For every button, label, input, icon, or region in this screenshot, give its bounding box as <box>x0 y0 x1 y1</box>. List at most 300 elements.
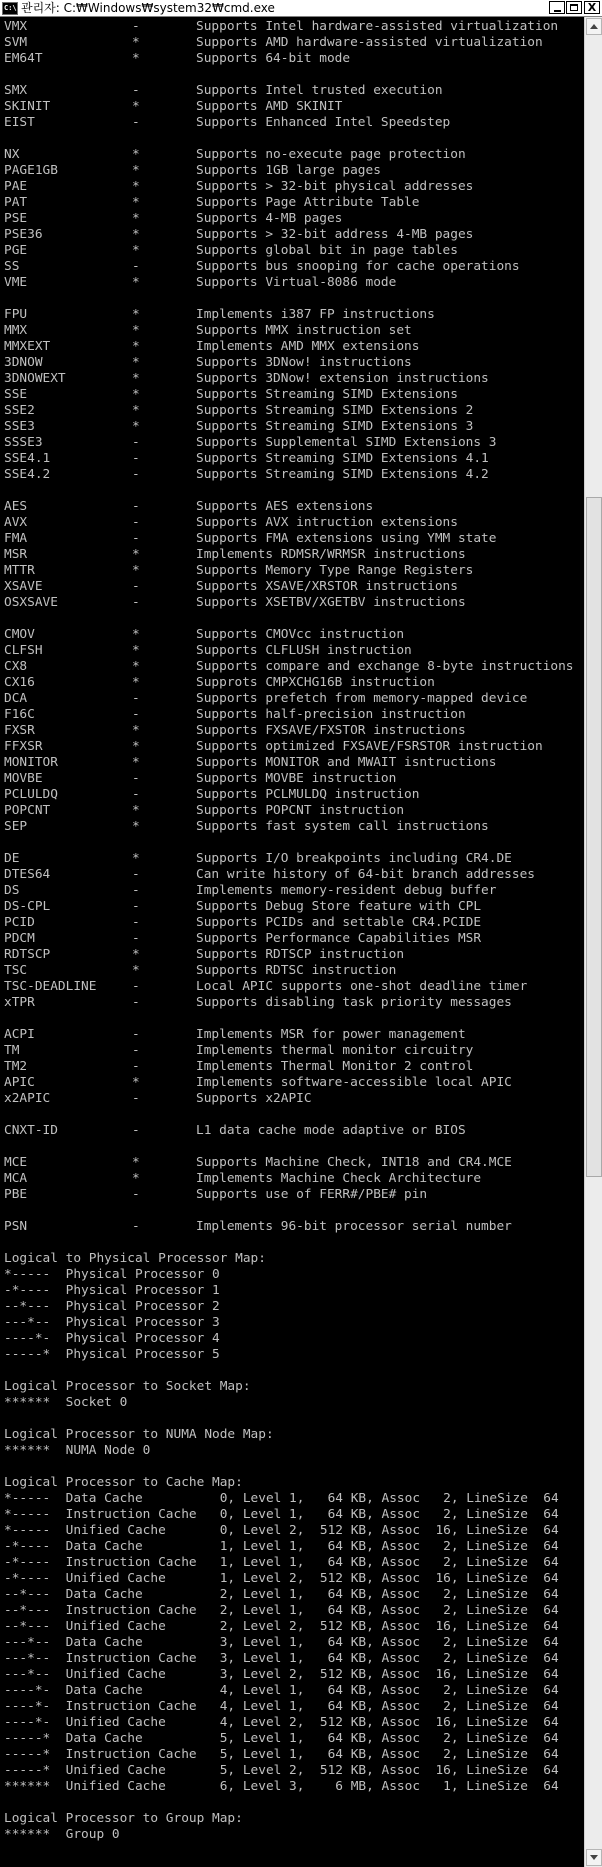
feature-description: Supports Debug Store feature with CPL <box>196 899 482 914</box>
console-line <box>4 1731 584 1747</box>
feature-row <box>4 195 584 211</box>
feature-row <box>4 675 584 691</box>
feature-row <box>4 83 584 99</box>
console-line-text: -----* Physical Processor 5 <box>4 1347 220 1362</box>
feature-flag: - <box>132 867 140 882</box>
feature-description: Supports FMA extensions using YMM state <box>196 531 497 546</box>
console-line-text: -*---- Physical Processor 1 <box>4 1283 220 1298</box>
console-line <box>4 1475 584 1491</box>
feature-row <box>4 563 584 579</box>
feature-row <box>4 867 584 883</box>
console-output[interactable] <box>4 19 584 1864</box>
feature-row <box>4 787 584 803</box>
console-line-text: ---*-- Unified Cache 3, Level 2, 512 KB, Assoc 16, LineSize 64 <box>4 1667 559 1682</box>
feature-row <box>4 723 584 739</box>
cmd-app-icon[interactable] <box>2 2 18 15</box>
feature-row <box>4 659 584 675</box>
feature-name: POPCNT <box>4 803 51 818</box>
console-line <box>4 1779 584 1795</box>
feature-row <box>4 515 584 531</box>
feature-name: MCA <box>4 1171 28 1186</box>
feature-name: SEP <box>4 819 28 834</box>
console-line-text: ****** Group 0 <box>4 1827 120 1842</box>
feature-description: Supports global bit in page tables <box>196 243 458 258</box>
feature-row <box>4 1187 584 1203</box>
feature-flag: - <box>132 259 140 274</box>
feature-name: TM2 <box>4 1059 28 1074</box>
feature-name: MMXEXT <box>4 339 51 354</box>
console-line-text: *----- Data Cache 0, Level 1, 64 KB, Assoc 2, LineSize 64 <box>4 1491 559 1506</box>
feature-description: Supports MMX instruction set <box>196 323 412 338</box>
console-line <box>4 1379 584 1395</box>
feature-description: Supprots CMPXCHG16B instruction <box>196 675 435 690</box>
console-line <box>4 1603 584 1619</box>
feature-row <box>4 819 584 835</box>
feature-row <box>4 915 584 931</box>
feature-description: Implements MSR for power management <box>196 1027 466 1042</box>
feature-row <box>4 947 584 963</box>
feature-name: FFXSR <box>4 739 43 754</box>
feature-description: Supports RDTSCP instruction <box>196 947 405 962</box>
feature-description: Supports Streaming SIMD Extensions 4.1 <box>196 451 489 466</box>
feature-description: Implements 96-bit processor serial number <box>196 1219 512 1234</box>
minimize-button[interactable] <box>549 1 565 14</box>
feature-name: PGE <box>4 243 28 258</box>
console-line <box>4 1619 584 1635</box>
feature-row <box>4 547 584 563</box>
feature-row <box>4 1059 584 1075</box>
feature-row <box>4 387 584 403</box>
feature-name: PDCM <box>4 931 35 946</box>
feature-description: Supports Streaming SIMD Extensions <box>196 387 458 402</box>
feature-name: PSN <box>4 1219 28 1234</box>
feature-flag: - <box>132 1059 140 1074</box>
feature-flag: * <box>132 211 140 226</box>
feature-description: Can write history of 64-bit branch addresses <box>196 867 535 882</box>
feature-flag: - <box>132 915 140 930</box>
feature-description: Supports half-precision instruction <box>196 707 466 722</box>
feature-row <box>4 323 584 339</box>
feature-description: Supports PCLMULDQ instruction <box>196 787 420 802</box>
feature-name: DS <box>4 883 20 898</box>
feature-description: Supports 64-bit mode <box>196 51 351 66</box>
blank-line <box>4 1107 584 1123</box>
feature-row <box>4 1091 584 1107</box>
feature-flag: * <box>132 1171 140 1186</box>
feature-flag: * <box>132 819 140 834</box>
feature-row <box>4 115 584 131</box>
feature-name: DS-CPL <box>4 899 51 914</box>
feature-description: Supports POPCNT instruction <box>196 803 405 818</box>
minimize-icon <box>554 10 561 12</box>
feature-flag: - <box>132 83 140 98</box>
console-line <box>4 1651 584 1667</box>
console-line <box>4 1667 584 1683</box>
feature-flag: * <box>132 323 140 338</box>
feature-flag: * <box>132 547 140 562</box>
blank-line <box>4 1411 584 1427</box>
console-line <box>4 1587 584 1603</box>
feature-name: APIC <box>4 1075 35 1090</box>
feature-name: MMX <box>4 323 28 338</box>
console-line <box>4 1747 584 1763</box>
blank-line <box>4 483 584 499</box>
feature-row <box>4 691 584 707</box>
feature-row <box>4 1155 584 1171</box>
arrow-down-icon <box>590 1855 598 1860</box>
feature-description: Supports CLFLUSH instruction <box>196 643 412 658</box>
feature-name: EIST <box>4 115 35 130</box>
console-line-text: -*---- Unified Cache 1, Level 2, 512 KB, Assoc 16, LineSize 64 <box>4 1571 559 1586</box>
blank-line <box>4 835 584 851</box>
feature-name: SSE4.2 <box>4 467 51 482</box>
feature-flag: * <box>132 563 140 578</box>
feature-flag: - <box>132 19 140 34</box>
feature-flag: * <box>132 723 140 738</box>
feature-flag: - <box>132 115 140 130</box>
feature-name: FXSR <box>4 723 35 738</box>
feature-description: Supports Intel trusted execution <box>196 83 443 98</box>
feature-description: Implements i387 FP instructions <box>196 307 435 322</box>
feature-description: Supports FXSAVE/FXSTOR instructions <box>196 723 466 738</box>
feature-row <box>4 355 584 371</box>
feature-description: Supports XSETBV/XGETBV instructions <box>196 595 466 610</box>
blank-line <box>4 1011 584 1027</box>
console-line <box>4 1571 584 1587</box>
feature-name: MCE <box>4 1155 28 1170</box>
console-line-text: ----*- Unified Cache 4, Level 2, 512 KB, Assoc 16, LineSize 64 <box>4 1715 559 1730</box>
console-line-text: *----- Unified Cache 0, Level 2, 512 KB, Assoc 16, LineSize 64 <box>4 1523 559 1538</box>
feature-flag: - <box>132 531 140 546</box>
console-line-text: Logical Processor to Cache Map: <box>4 1475 243 1490</box>
feature-name: F16C <box>4 707 35 722</box>
console-line <box>4 1315 584 1331</box>
feature-flag: * <box>132 355 140 370</box>
feature-row <box>4 419 584 435</box>
feature-flag: * <box>132 307 140 322</box>
feature-flag: - <box>132 1043 140 1058</box>
feature-flag: - <box>132 1091 140 1106</box>
feature-flag: - <box>132 691 140 706</box>
console-lines <box>4 19 584 1843</box>
console-line <box>4 1635 584 1651</box>
feature-description: Supports no-execute page protection <box>196 147 466 162</box>
feature-flag: - <box>132 771 140 786</box>
console-line <box>4 1539 584 1555</box>
feature-description: Supports Supplemental SIMD Extensions 3 <box>196 435 497 450</box>
feature-name: MTTR <box>4 563 35 578</box>
feature-name: TSC <box>4 963 28 978</box>
feature-description: Supports RDTSC instruction <box>196 963 397 978</box>
feature-flag: * <box>132 803 140 818</box>
feature-row <box>4 755 584 771</box>
feature-name: PAT <box>4 195 28 210</box>
feature-row <box>4 403 584 419</box>
feature-description: Supports Streaming SIMD Extensions 4.2 <box>196 467 489 482</box>
feature-flag: * <box>132 51 140 66</box>
feature-description: Local APIC supports one-shot deadline timer <box>196 979 528 994</box>
feature-description: Supports Intel hardware-assisted virtualization <box>196 19 559 34</box>
feature-name: CMOV <box>4 627 35 642</box>
console-line <box>4 1331 584 1347</box>
feature-row <box>4 227 584 243</box>
feature-row <box>4 1219 584 1235</box>
console-line-text: --*--- Data Cache 2, Level 1, 64 KB, Assoc 2, LineSize 64 <box>4 1587 559 1602</box>
feature-name: 3DNOW <box>4 355 43 370</box>
feature-name: XSAVE <box>4 579 43 594</box>
feature-row <box>4 963 584 979</box>
feature-row <box>4 627 584 643</box>
console-line-text: --*--- Instruction Cache 2, Level 1, 64 KB, Assoc 2, LineSize 64 <box>4 1603 559 1618</box>
blank-line <box>4 1363 584 1379</box>
console-line <box>4 1395 584 1411</box>
maximize-button[interactable] <box>566 1 582 14</box>
console-line <box>4 1443 584 1459</box>
feature-row <box>4 851 584 867</box>
feature-description: Implements AMD MMX extensions <box>196 339 420 354</box>
console-line <box>4 1715 584 1731</box>
feature-flag: - <box>132 1187 140 1202</box>
feature-row <box>4 467 584 483</box>
feature-flag: * <box>132 739 140 754</box>
feature-flag: * <box>132 1155 140 1170</box>
console-line <box>4 1811 584 1827</box>
feature-flag: * <box>132 227 140 242</box>
feature-name: SVM <box>4 35 28 50</box>
feature-row <box>4 1171 584 1187</box>
feature-row <box>4 979 584 995</box>
feature-flag: * <box>132 947 140 962</box>
feature-flag: * <box>132 643 140 658</box>
title-bar[interactable] <box>0 0 602 17</box>
feature-flag: * <box>132 179 140 194</box>
close-button[interactable] <box>584 1 600 14</box>
feature-row <box>4 1027 584 1043</box>
console-line <box>4 1523 584 1539</box>
feature-flag: - <box>132 1027 140 1042</box>
feature-row <box>4 51 584 67</box>
feature-description: Supports Streaming SIMD Extensions 2 <box>196 403 474 418</box>
console-line-text: -----* Data Cache 5, Level 1, 64 KB, Assoc 2, LineSize 64 <box>4 1731 559 1746</box>
feature-name: MSR <box>4 547 28 562</box>
feature-description: Supports Memory Type Range Registers <box>196 563 474 578</box>
feature-row <box>4 211 584 227</box>
feature-description: Supports 1GB large pages <box>196 163 381 178</box>
feature-name: x2APIC <box>4 1091 51 1106</box>
console-line <box>4 1427 584 1443</box>
feature-name: VME <box>4 275 28 290</box>
console-line-text: ****** NUMA Node 0 <box>4 1443 151 1458</box>
arrow-up-icon <box>590 24 598 29</box>
feature-name: SSE <box>4 387 28 402</box>
feature-flag: - <box>132 467 140 482</box>
feature-description: L1 data cache mode adaptive or BIOS <box>196 1123 466 1138</box>
feature-flag: * <box>132 147 140 162</box>
feature-description: Supports optimized FXSAVE/FSRSTOR instruction <box>196 739 543 754</box>
feature-name: xTPR <box>4 995 35 1010</box>
scrollbar-thumb[interactable] <box>586 497 602 1177</box>
feature-description: Supports compare and exchange 8-byte instructions <box>196 659 574 674</box>
feature-name: NX <box>4 147 20 162</box>
blank-line <box>4 131 584 147</box>
feature-description: Supports 3DNow! extension instructions <box>196 371 489 386</box>
feature-description: Supports 4-MB pages <box>196 211 343 226</box>
feature-flag: * <box>132 35 140 50</box>
feature-flag: - <box>132 435 140 450</box>
vertical-scrollbar[interactable] <box>584 17 602 1867</box>
feature-name: AES <box>4 499 28 514</box>
feature-flag: - <box>132 995 140 1010</box>
console-line <box>4 1507 584 1523</box>
console-line <box>4 1827 584 1843</box>
feature-flag: - <box>132 1219 140 1234</box>
console-line-text: ----*- Physical Processor 4 <box>4 1331 220 1346</box>
blank-line <box>4 1203 584 1219</box>
feature-flag: - <box>132 579 140 594</box>
feature-name: SKINIT <box>4 99 51 114</box>
feature-name: SSE2 <box>4 403 35 418</box>
feature-name: VMX <box>4 19 28 34</box>
feature-name: CNXT-ID <box>4 1123 58 1138</box>
feature-flag: - <box>132 787 140 802</box>
feature-description: Supports AMD hardware-assisted virtualization <box>196 35 543 50</box>
console-line <box>4 1347 584 1363</box>
console-line-text: ---*-- Data Cache 3, Level 1, 64 KB, Assoc 2, LineSize 64 <box>4 1635 559 1650</box>
feature-flag: * <box>132 371 140 386</box>
scroll-down-button[interactable] <box>586 1849 602 1866</box>
feature-name: CX16 <box>4 675 35 690</box>
feature-row <box>4 307 584 323</box>
close-icon: X <box>587 1 597 14</box>
feature-name: PSE36 <box>4 227 43 242</box>
feature-description: Supports Streaming SIMD Extensions 3 <box>196 419 474 434</box>
feature-row <box>4 1123 584 1139</box>
blank-line <box>4 611 584 627</box>
feature-description: Supports AMD SKINIT <box>196 99 343 114</box>
feature-row <box>4 643 584 659</box>
feature-row <box>4 1075 584 1091</box>
feature-row <box>4 435 584 451</box>
console-line <box>4 1299 584 1315</box>
feature-row <box>4 339 584 355</box>
console-line-text: Logical Processor to NUMA Node Map: <box>4 1427 274 1442</box>
console-line <box>4 1699 584 1715</box>
feature-flag: * <box>132 963 140 978</box>
feature-row <box>4 995 584 1011</box>
feature-row <box>4 931 584 947</box>
feature-row <box>4 275 584 291</box>
feature-description: Supports > 32-bit address 4-MB pages <box>196 227 474 242</box>
feature-name: SSSE3 <box>4 435 43 450</box>
feature-name: ACPI <box>4 1027 35 1042</box>
feature-name: SSE4.1 <box>4 451 51 466</box>
feature-name: TM <box>4 1043 20 1058</box>
feature-flag: - <box>132 595 140 610</box>
feature-description: Supports disabling task priority messages <box>196 995 512 1010</box>
feature-name: RDTSCP <box>4 947 51 962</box>
feature-description: Implements software-accessible local APIC <box>196 1075 512 1090</box>
feature-description: Supports CMOVcc instruction <box>196 627 405 642</box>
scroll-up-button[interactable] <box>586 18 602 35</box>
feature-description: Supports fast system call instructions <box>196 819 489 834</box>
feature-description: Supports AES extensions <box>196 499 374 514</box>
feature-flag: * <box>132 339 140 354</box>
feature-flag: - <box>132 883 140 898</box>
feature-name: SSE3 <box>4 419 35 434</box>
blank-line <box>4 1795 584 1811</box>
blank-line <box>4 1139 584 1155</box>
feature-name: FMA <box>4 531 28 546</box>
feature-flag: - <box>132 499 140 514</box>
feature-name: PCID <box>4 915 35 930</box>
feature-row <box>4 707 584 723</box>
feature-description: Supports PCIDs and settable CR4.PCIDE <box>196 915 482 930</box>
feature-name: PBE <box>4 1187 28 1202</box>
feature-row <box>4 531 584 547</box>
feature-flag: - <box>132 707 140 722</box>
feature-flag: - <box>132 931 140 946</box>
feature-description: Supports > 32-bit physical addresses <box>196 179 474 194</box>
feature-name: EM64T <box>4 51 43 66</box>
blank-line <box>4 67 584 83</box>
feature-description: Supports prefetch from memory-mapped device <box>196 691 528 706</box>
feature-description: Supports use of FERR#/PBE# pin <box>196 1187 428 1202</box>
feature-flag: - <box>132 451 140 466</box>
console-line <box>4 1267 584 1283</box>
feature-description: Supports MOVBE instruction <box>196 771 397 786</box>
console-line-text: ----*- Instruction Cache 4, Level 1, 64 KB, Assoc 2, LineSize 64 <box>4 1699 559 1714</box>
feature-description: Implements Machine Check Architecture <box>196 1171 482 1186</box>
blank-line <box>4 1235 584 1251</box>
feature-name: MONITOR <box>4 755 58 770</box>
feature-row <box>4 499 584 515</box>
console-line-text: --*--- Physical Processor 2 <box>4 1299 220 1314</box>
feature-row <box>4 371 584 387</box>
feature-row <box>4 259 584 275</box>
feature-description: Supports Machine Check, INT18 and CR4.MCE <box>196 1155 512 1170</box>
feature-flag: - <box>132 979 140 994</box>
feature-description: Implements RDMSR/WRMSR instructions <box>196 547 466 562</box>
feature-description: Supports Enhanced Intel Speedstep <box>196 115 451 130</box>
feature-row <box>4 147 584 163</box>
feature-name: DE <box>4 851 20 866</box>
feature-name: PSE <box>4 211 28 226</box>
console-line-text: -*---- Instruction Cache 1, Level 1, 64 KB, Assoc 2, LineSize 64 <box>4 1555 559 1570</box>
feature-row <box>4 35 584 51</box>
feature-description: Implements memory-resident debug buffer <box>196 883 497 898</box>
feature-description: Supports Page Attribute Table <box>196 195 420 210</box>
maximize-icon <box>570 4 578 11</box>
feature-description: Supports 3DNow! instructions <box>196 355 412 370</box>
blank-line <box>4 1459 584 1475</box>
app-icon-label: C:\ <box>4 4 17 12</box>
feature-name: DCA <box>4 691 28 706</box>
feature-description: Supports XSAVE/XRSTOR instructions <box>196 579 458 594</box>
console-line <box>4 1283 584 1299</box>
feature-flag: * <box>132 195 140 210</box>
feature-flag: - <box>132 899 140 914</box>
console-line-text: Logical Processor to Socket Map: <box>4 1379 251 1394</box>
console-line-text: -----* Unified Cache 5, Level 2, 512 KB, Assoc 16, LineSize 64 <box>4 1763 559 1778</box>
console-line <box>4 1251 584 1267</box>
feature-row <box>4 19 584 35</box>
feature-name: SS <box>4 259 20 274</box>
feature-name: AVX <box>4 515 28 530</box>
console-line <box>4 1491 584 1507</box>
feature-name: OSXSAVE <box>4 595 58 610</box>
feature-description: Implements Thermal Monitor 2 control <box>196 1059 474 1074</box>
feature-row <box>4 739 584 755</box>
